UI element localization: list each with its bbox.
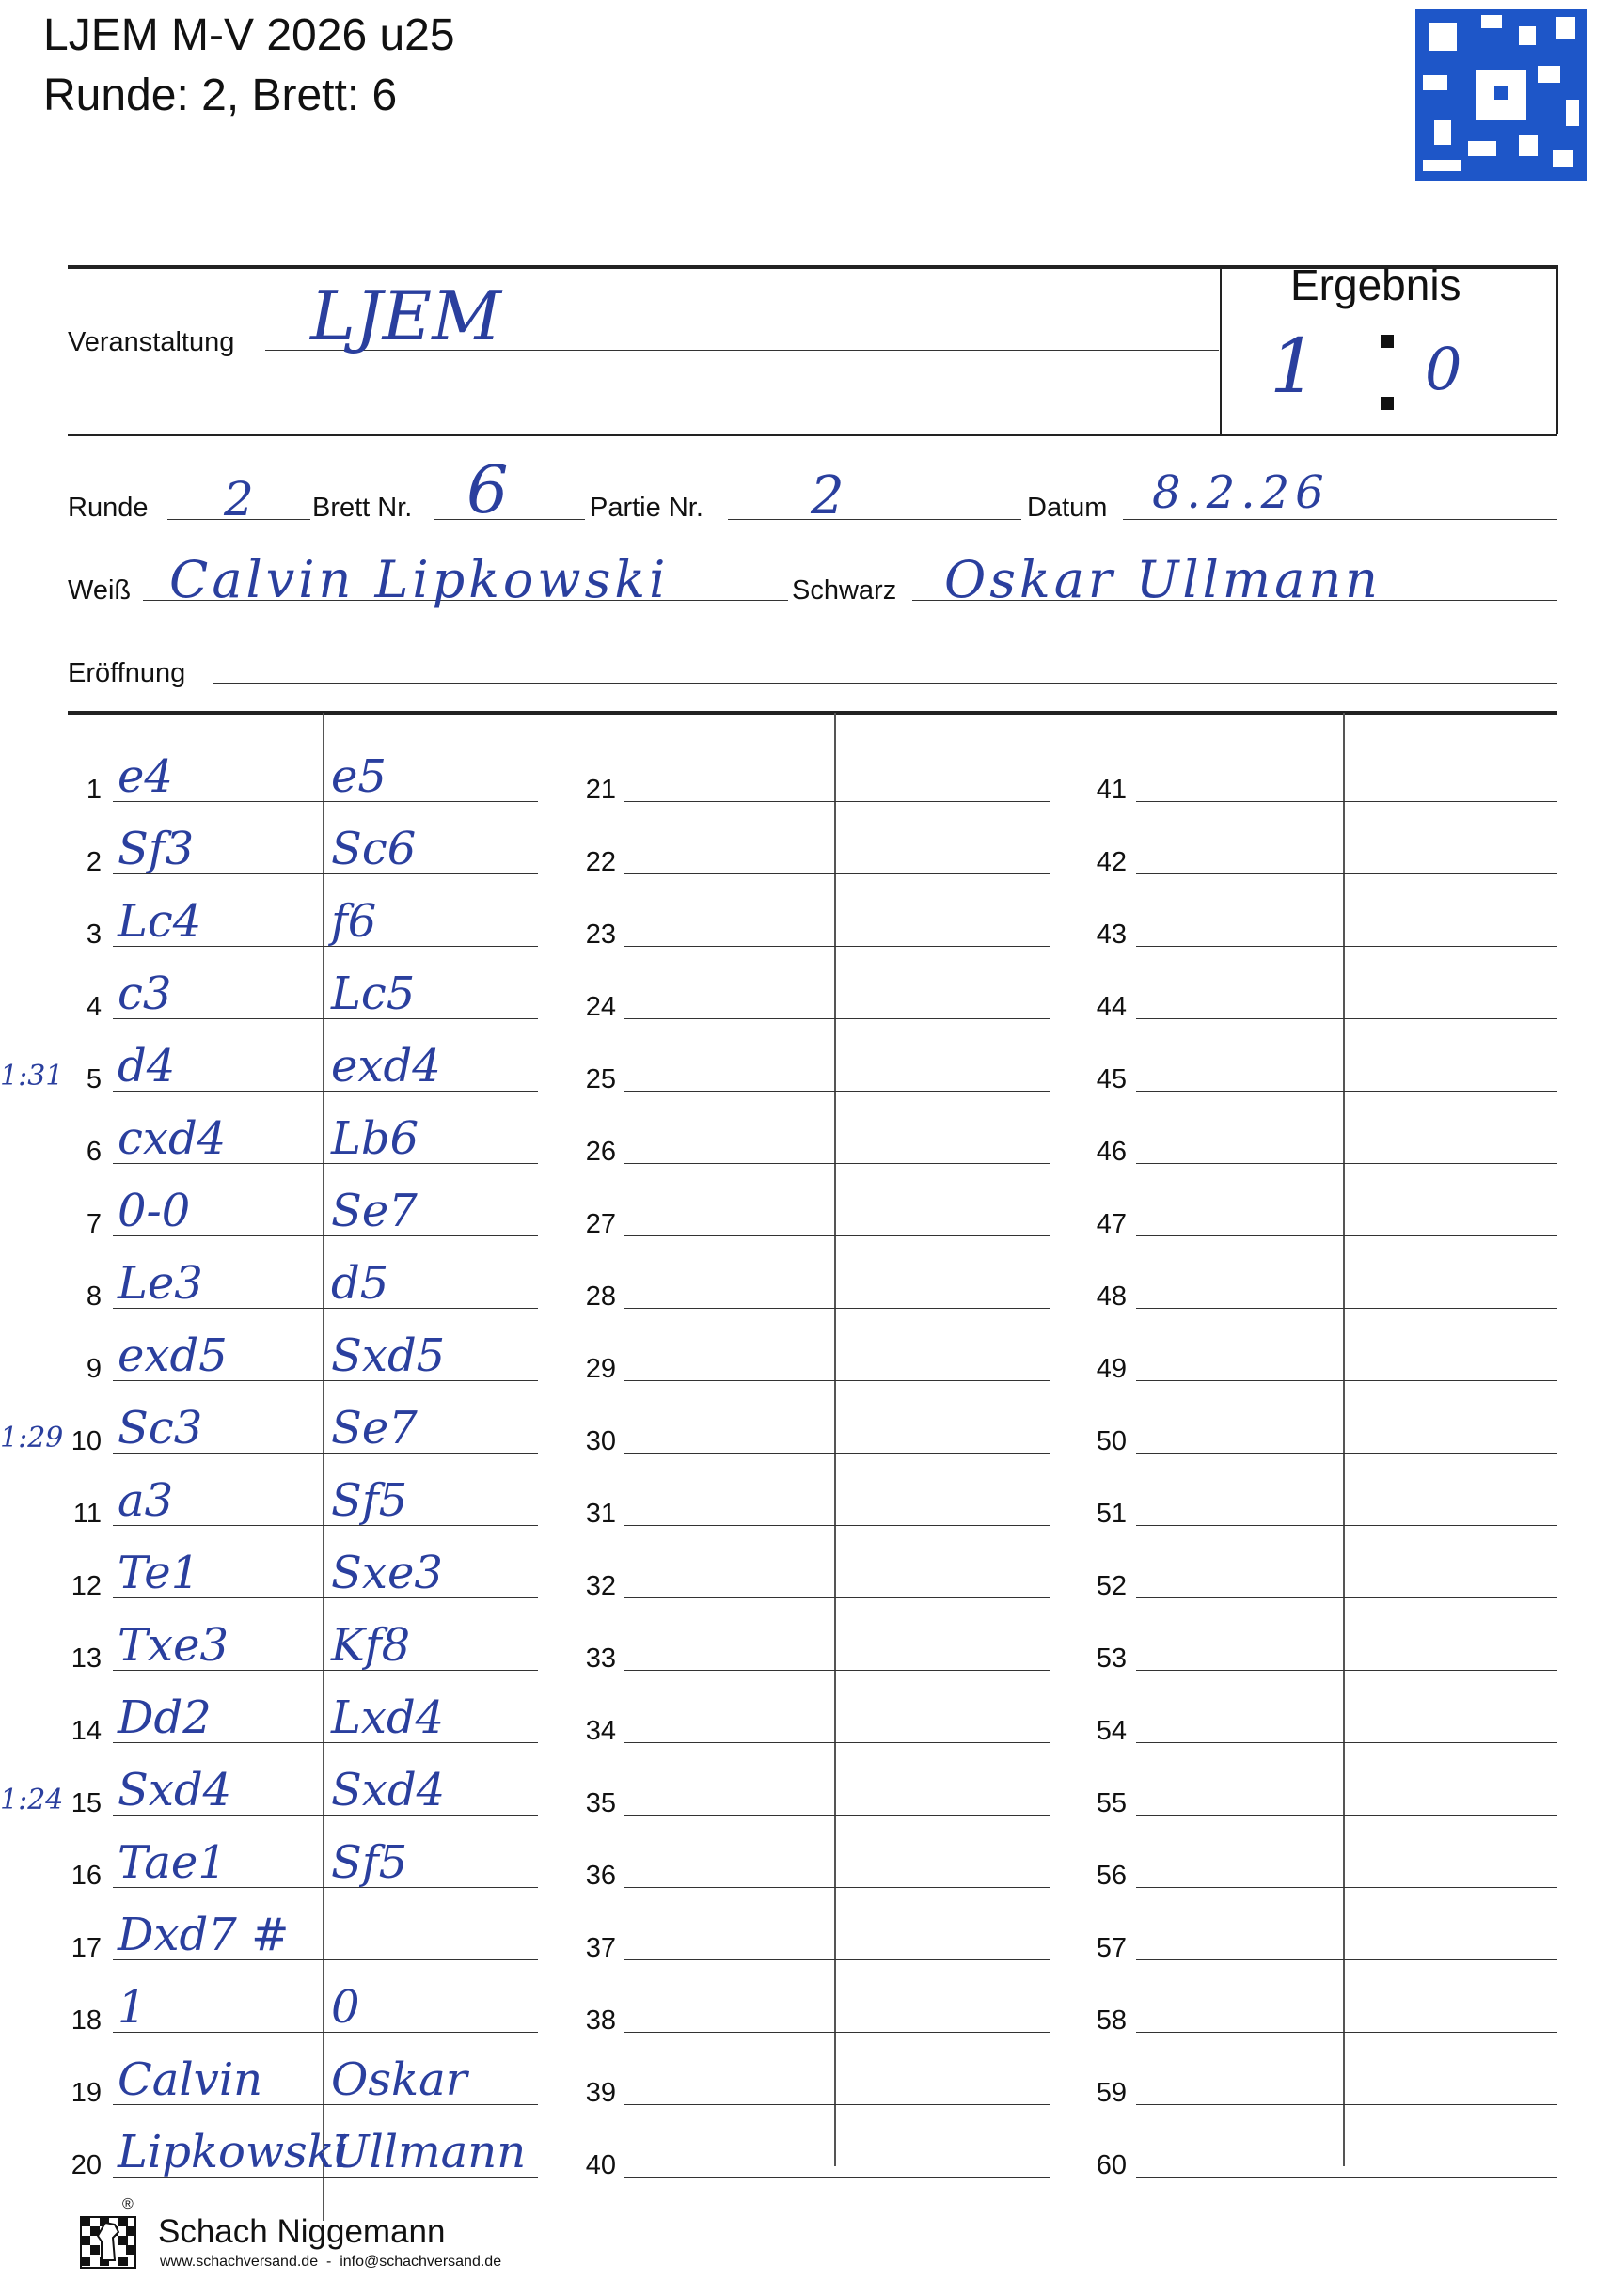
move-number: 31 <box>585 1499 616 1529</box>
move-row-line <box>624 1235 1050 1236</box>
result-black: 0 <box>1425 335 1462 403</box>
board-underline <box>434 519 585 520</box>
round-board-subtitle: Runde: 2, Brett: 6 <box>43 71 398 120</box>
move-row-line <box>1136 1597 1557 1598</box>
black-move: Sf5 <box>331 1474 408 1527</box>
move-number: 36 <box>585 1861 616 1891</box>
move-number: 4 <box>86 992 102 1022</box>
move-number: 29 <box>585 1354 616 1384</box>
move-number: 46 <box>1096 1137 1127 1167</box>
move-row-line <box>1136 946 1557 947</box>
move-number: 52 <box>1096 1571 1127 1601</box>
move-number: 32 <box>585 1571 616 1601</box>
move-row-line <box>624 2104 1050 2105</box>
move-number: 15 <box>71 1788 102 1818</box>
move-row-line <box>1136 1163 1557 1164</box>
move-number: 24 <box>585 992 616 1022</box>
move-row-line <box>624 1308 1050 1309</box>
move-row-line <box>1136 2104 1557 2105</box>
white-move: Sxd4 <box>118 1764 232 1816</box>
move-row-line <box>624 1670 1050 1671</box>
board-label: Brett Nr. <box>312 493 413 523</box>
footer-brand: Schach Niggemann <box>158 2213 446 2250</box>
move-number: 22 <box>585 847 616 877</box>
black-move: e5 <box>331 750 387 803</box>
move-number: 20 <box>71 2150 102 2180</box>
move-number: 21 <box>585 775 616 805</box>
move-number: 53 <box>1096 1643 1127 1674</box>
move-number: 7 <box>86 1209 102 1239</box>
time-note: 1:24 <box>0 1784 64 1816</box>
black-move: Lb6 <box>331 1112 419 1165</box>
move-row-line <box>624 1091 1050 1092</box>
sheet-title: LJEM M-V 2026 u25 <box>43 10 455 60</box>
move-row-line <box>624 1959 1050 1960</box>
registered-mark: ® <box>122 2196 134 2212</box>
move-number: 27 <box>585 1209 616 1239</box>
date-underline <box>1123 519 1557 520</box>
move-row-line <box>1136 1815 1557 1816</box>
black-move: Sc6 <box>331 823 417 875</box>
result-colon-dot-top <box>1381 335 1394 348</box>
black-move: exd4 <box>331 1040 441 1093</box>
col2-divider <box>834 713 836 2166</box>
time-note: 1:29 <box>0 1422 64 1455</box>
opening-label: Eröffnung <box>68 658 186 688</box>
move-number: 16 <box>71 1861 102 1891</box>
move-row-line <box>113 1018 538 1019</box>
result-white: 1 <box>1270 322 1318 410</box>
black-label: Schwarz <box>792 575 897 605</box>
white-move: Sc3 <box>118 1402 203 1455</box>
qr-code-icon <box>1415 9 1587 181</box>
move-row-line <box>1136 1887 1557 1888</box>
move-row-line <box>1136 1742 1557 1743</box>
move-row-line <box>624 1163 1050 1164</box>
footer-contact: www.schachversand.de - info@schachversand.de <box>160 2254 502 2270</box>
move-number: 10 <box>71 1426 102 1456</box>
move-number: 55 <box>1096 1788 1127 1818</box>
move-number: 2 <box>86 847 102 877</box>
move-number: 45 <box>1096 1064 1127 1094</box>
move-number: 30 <box>585 1426 616 1456</box>
move-number: 43 <box>1096 920 1127 950</box>
move-number: 19 <box>71 2078 102 2108</box>
move-number: 35 <box>585 1788 616 1818</box>
move-row-line <box>1136 2032 1557 2033</box>
time-note: 1:31 <box>0 1060 64 1093</box>
move-row-line <box>1136 1091 1557 1092</box>
white-move: Le3 <box>118 1257 203 1310</box>
white-move: 0-0 <box>118 1185 191 1237</box>
move-number: 58 <box>1096 2005 1127 2036</box>
move-row-line <box>624 873 1050 874</box>
black-move: Lc5 <box>331 967 416 1020</box>
black-player-name: Oskar Ullmann <box>944 550 1382 609</box>
move-number: 6 <box>86 1137 102 1167</box>
move-number: 26 <box>585 1137 616 1167</box>
move-number: 23 <box>585 920 616 950</box>
white-move: Calvin <box>118 2053 263 2106</box>
white-move: cxd4 <box>118 1112 227 1165</box>
white-move: Sf3 <box>118 823 195 875</box>
white-move: Lc4 <box>118 895 202 948</box>
move-number: 49 <box>1096 1354 1127 1384</box>
move-number: 60 <box>1096 2150 1127 2180</box>
white-move: Te1 <box>118 1547 200 1599</box>
move-number: 42 <box>1096 847 1127 877</box>
black-move: Lxd4 <box>331 1691 445 1744</box>
move-row-line <box>624 1525 1050 1526</box>
result-colon-dot-bottom <box>1381 397 1394 410</box>
black-move: Sxe3 <box>331 1547 443 1599</box>
move-number: 28 <box>585 1282 616 1312</box>
game-value: 2 <box>811 465 845 527</box>
move-row-line <box>624 1815 1050 1816</box>
move-number: 50 <box>1096 1426 1127 1456</box>
white-move: Txe3 <box>118 1619 229 1672</box>
move-row-line <box>624 1887 1050 1888</box>
black-move: Ullmann <box>331 2126 527 2178</box>
result-box-divider <box>1220 265 1222 434</box>
move-row-line <box>1136 1453 1557 1454</box>
move-number: 8 <box>86 1282 102 1312</box>
move-number: 47 <box>1096 1209 1127 1239</box>
black-move: 0 <box>331 1981 360 2034</box>
move-number: 1 <box>86 775 102 805</box>
move-number: 54 <box>1096 1716 1127 1746</box>
move-row-line <box>624 1018 1050 1019</box>
col1-divider <box>323 713 324 2221</box>
event-value: LJEM <box>310 276 501 355</box>
round-label: Runde <box>68 493 149 523</box>
score-table-top-rule <box>68 711 1557 715</box>
move-number: 34 <box>585 1716 616 1746</box>
move-number: 39 <box>585 2078 616 2108</box>
round-value: 2 <box>224 472 254 527</box>
white-move: d4 <box>118 1040 176 1093</box>
black-move: Sxd5 <box>331 1329 446 1382</box>
move-number: 41 <box>1096 775 1127 805</box>
move-number: 33 <box>585 1643 616 1674</box>
white-move: a3 <box>118 1474 174 1527</box>
chess-knight-logo-icon <box>73 2204 147 2275</box>
white-move: 1 <box>118 1981 147 2034</box>
move-row-line <box>113 1091 538 1092</box>
move-number: 51 <box>1096 1499 1127 1529</box>
game-underline <box>728 519 1021 520</box>
move-number: 48 <box>1096 1282 1127 1312</box>
move-number: 17 <box>71 1933 102 1963</box>
move-row-line <box>624 1597 1050 1598</box>
col3-divider <box>1343 713 1345 2166</box>
date-label: Datum <box>1027 493 1108 523</box>
white-move: Lipkowski <box>118 2126 350 2178</box>
move-number: 37 <box>585 1933 616 1963</box>
move-row-line <box>113 801 538 802</box>
form-event-rule <box>68 434 1557 436</box>
white-move: Dd2 <box>118 1691 212 1744</box>
black-move: Se7 <box>331 1185 418 1237</box>
black-move: Sf5 <box>331 1836 408 1889</box>
move-number: 25 <box>585 1064 616 1094</box>
white-move: c3 <box>118 967 172 1020</box>
move-row-line <box>1136 1380 1557 1381</box>
white-player-name: Calvin Lipkowski <box>169 550 670 609</box>
move-number: 3 <box>86 920 102 950</box>
move-row-line <box>113 2032 538 2033</box>
move-row-line <box>1136 1235 1557 1236</box>
date-value: 8.2.26 <box>1152 466 1330 519</box>
result-label: Ergebnis <box>1290 260 1461 309</box>
move-number: 12 <box>71 1571 102 1601</box>
white-move: exd5 <box>118 1329 228 1382</box>
move-row-line <box>1136 1018 1557 1019</box>
event-label: Veranstaltung <box>68 327 235 357</box>
move-row-line <box>624 801 1050 802</box>
move-number: 57 <box>1096 1933 1127 1963</box>
move-row-line <box>1136 1525 1557 1526</box>
move-row-line <box>1136 1670 1557 1671</box>
move-row-line <box>1136 2177 1557 2178</box>
white-label: Weiß <box>68 575 132 605</box>
move-row-line <box>1136 801 1557 802</box>
black-move: Kf8 <box>331 1619 411 1672</box>
move-row-line <box>113 1525 538 1526</box>
move-number: 9 <box>86 1354 102 1384</box>
opening-underline <box>213 683 1557 684</box>
white-move: Tae1 <box>118 1836 227 1889</box>
move-row-line <box>624 2177 1050 2178</box>
move-row-line <box>624 1453 1050 1454</box>
move-row-line <box>624 1742 1050 1743</box>
move-number: 11 <box>72 1499 102 1529</box>
result-box-right <box>1556 265 1558 434</box>
white-move: Dxd7 # <box>118 1909 290 1961</box>
move-number: 40 <box>585 2150 616 2180</box>
black-move: d5 <box>331 1257 389 1310</box>
move-row-line <box>1136 1959 1557 1960</box>
move-number: 5 <box>86 1064 102 1094</box>
black-move: Oskar <box>331 2053 467 2106</box>
move-number: 38 <box>585 2005 616 2036</box>
black-move: Se7 <box>331 1402 418 1455</box>
move-row-line <box>1136 1308 1557 1309</box>
move-number: 13 <box>71 1643 102 1674</box>
board-value: 6 <box>466 451 509 528</box>
move-number: 44 <box>1096 992 1127 1022</box>
black-move: Sxd4 <box>331 1764 446 1816</box>
move-number: 59 <box>1096 2078 1127 2108</box>
move-row-line <box>624 946 1050 947</box>
move-number: 14 <box>71 1716 102 1746</box>
game-label: Partie Nr. <box>590 493 703 523</box>
move-number: 18 <box>71 2005 102 2036</box>
white-move: e4 <box>118 750 173 803</box>
move-row-line <box>624 2032 1050 2033</box>
move-row-line <box>1136 873 1557 874</box>
move-number: 56 <box>1096 1861 1127 1891</box>
move-row-line <box>624 1380 1050 1381</box>
black-move: f6 <box>331 895 377 948</box>
